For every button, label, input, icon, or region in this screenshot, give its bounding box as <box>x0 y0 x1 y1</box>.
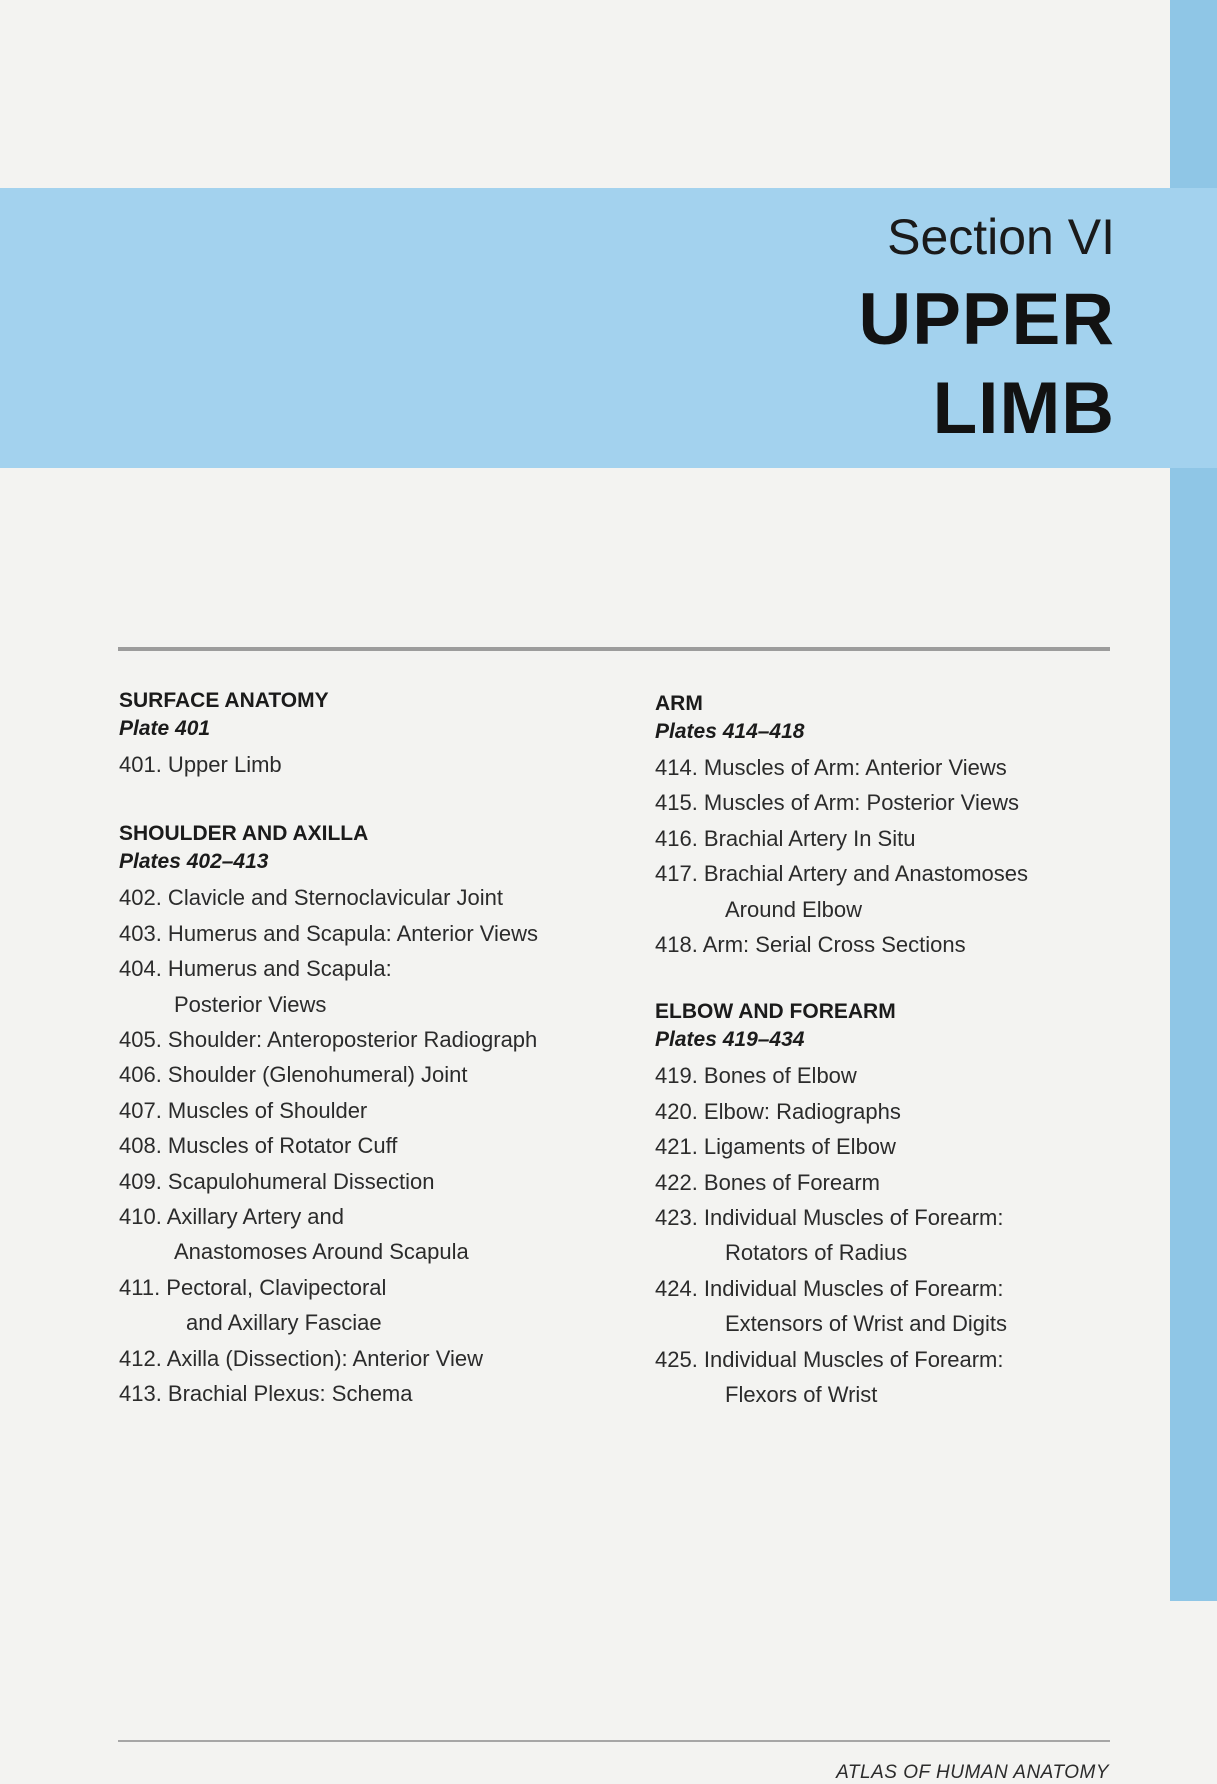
group-heading: SHOULDER AND AXILLA <box>119 822 369 846</box>
toc-entry: 422. Bones of Forearm <box>655 1169 881 1195</box>
toc-entry: 421. Ligaments of Elbow <box>655 1134 896 1160</box>
group-shoulder-axilla <box>119 820 619 1411</box>
toc-entry: 407. Muscles of Shoulder <box>119 1097 368 1123</box>
group-surface-anatomy <box>119 687 619 782</box>
section-title-line-1: UPPER <box>858 279 1115 360</box>
toc-entry-continuation: Rotators of Radius <box>725 1240 908 1266</box>
toc-entry: 415. Muscles of Arm: Posterior Views <box>655 790 1019 816</box>
toc-entry: 409. Scapulohumeral Dissection <box>119 1168 435 1194</box>
toc-entry-continuation: Flexors of Wrist <box>725 1382 878 1408</box>
toc-entry: 406. Shoulder (Glenohumeral) Joint <box>119 1062 468 1088</box>
toc-entry-continuation: Anastomoses Around Scapula <box>174 1239 469 1265</box>
bottom-divider <box>118 1740 1110 1742</box>
group-heading: ARM <box>655 692 703 715</box>
toc-entry: 419. Bones of Elbow <box>655 1063 857 1089</box>
toc-entry: 416. Brachial Artery In Situ <box>655 825 916 851</box>
toc-entry: 417. Brachial Artery and Anastomoses <box>655 861 1028 887</box>
group-plates: Plates 402–413 <box>119 850 269 874</box>
group-plates: Plate 401 <box>119 717 211 740</box>
toc-entry: 410. Axillary Artery and <box>119 1204 345 1230</box>
toc-entry: 420. Elbow: Radiographs <box>655 1098 901 1124</box>
contents-right-column <box>655 690 1115 1413</box>
toc-entry-continuation: Extensors of Wrist and Digits <box>725 1311 1008 1337</box>
section-number: Section VI <box>887 209 1115 265</box>
toc-entry: 405. Shoulder: Anteroposterior Radiograph <box>119 1027 538 1053</box>
contents-left-column <box>119 687 619 1412</box>
running-footer: ATLAS OF HUMAN ANATOMY <box>836 1762 1109 1783</box>
toc-entry: 404. Humerus and Scapula: <box>119 956 392 982</box>
group-plates: Plates 419–434 <box>655 1028 805 1052</box>
group-plates: Plates 414–418 <box>655 720 805 743</box>
toc-entry: 403. Humerus and Scapula: Anterior Views <box>119 920 539 946</box>
toc-entry-continuation: and Axillary Fasciae <box>186 1310 382 1336</box>
toc-entry: 411. Pectoral, Clavipectoral <box>119 1274 387 1300</box>
section-title-line-2: LIMB <box>932 368 1115 449</box>
toc-entry: 401. Upper Limb <box>119 752 282 777</box>
group-heading: ELBOW AND FOREARM <box>655 1000 896 1024</box>
toc-entry-continuation: Around Elbow <box>725 896 862 922</box>
toc-entry: 414. Muscles of Arm: Anterior Views <box>655 755 1007 780</box>
toc-entry: 412. Axilla (Dissection): Anterior View <box>119 1345 483 1371</box>
top-divider <box>118 647 1110 651</box>
toc-entry: 425. Individual Muscles of Forearm: <box>655 1346 1004 1372</box>
group-arm <box>655 690 1115 962</box>
toc-entry: 423. Individual Muscles of Forearm: <box>655 1205 1004 1231</box>
toc-entry: 402. Clavicle and Sternoclavicular Joint <box>119 885 503 911</box>
group-elbow-forearm <box>655 998 1115 1412</box>
toc-entry: 408. Muscles of Rotator Cuff <box>119 1133 398 1159</box>
group-heading: SURFACE ANATOMY <box>119 689 329 712</box>
toc-entry: 413. Brachial Plexus: Schema <box>119 1381 413 1407</box>
toc-entry-continuation: Posterior Views <box>174 991 327 1017</box>
toc-entry: 424. Individual Muscles of Forearm: <box>655 1275 1004 1301</box>
toc-entry: 418. Arm: Serial Cross Sections <box>655 932 966 958</box>
